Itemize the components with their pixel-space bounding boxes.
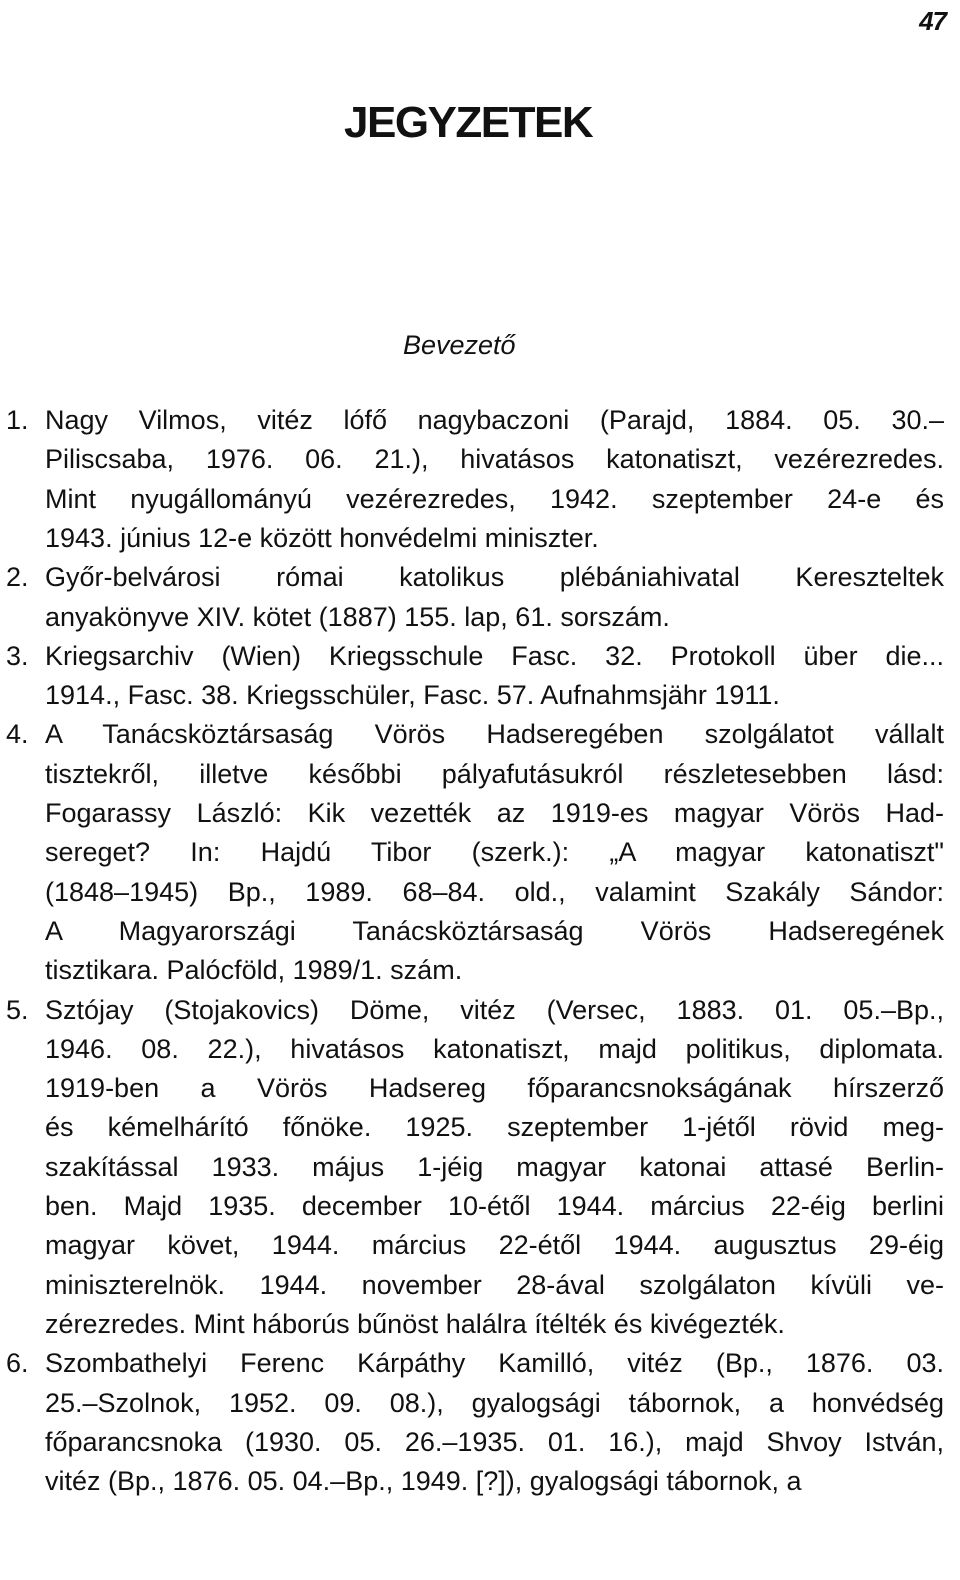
note-line: zérezredes. Mint háborús bűnöst halálra ítélték és kivégezték. — [45, 1308, 785, 1339]
note-line: Szombathelyi Ferenc Kárpáthy Kamilló, vitéz (Bp., 1876. 03. — [45, 1348, 944, 1379]
note-line: A Magyarországi Tanácsköztársaság Vörös Hadseregének — [45, 915, 944, 946]
note-number: 3. — [6, 640, 29, 671]
note-number: 2. — [6, 562, 29, 593]
note-line: Győr-belvárosi római katolikus plébániahivatal Kereszteltek — [45, 562, 944, 593]
note-line: Mint nyugállományú vezérezredes, 1942. szeptember 24-e és — [45, 483, 944, 514]
note-number: 5. — [6, 994, 29, 1025]
note-line: Piliscsaba, 1976. 06. 21.), hivatásos katonatiszt, vezérezredes. — [45, 444, 944, 475]
note-line: vitéz (Bp., 1876. 05. 04.–Bp., 1949. [?]), gyalogsági tábornok, a — [45, 1466, 802, 1497]
note-line: tisztikara. Palócföld, 1989/1. szám. — [45, 955, 463, 986]
page-title: JEGYZETEK — [344, 98, 593, 147]
note-number: 4. — [6, 719, 29, 750]
note-line: Nagy Vilmos, vitéz lófő nagybaczoni (Parajd, 1884. 05. 30.– — [45, 405, 944, 435]
note-line: tisztekről, illetve későbbi pályafutásukról részletesebben lásd: — [45, 758, 944, 789]
note-line: 25.–Szolnok, 1952. 09. 08.), gyalogsági tábornok, a honvédség — [45, 1387, 944, 1418]
note-line: ben. Majd 1935. december 10-étől 1944. március 22-éig berlini — [45, 1191, 944, 1221]
note-line: sereget? In: Hajdú Tibor (szerk.): „A magyar katonatiszt" — [45, 837, 944, 868]
note-line: anyakönyve XIV. kötet (1887) 155. lap, 61. sorszám. — [45, 601, 670, 632]
note-line: főparancsnoka (1930. 05. 26.–1935. 01. 16.), majd Shvoy István, — [45, 1426, 944, 1457]
note-line: 1943. június 12-e között honvédelmi miniszter. — [45, 522, 599, 553]
note-line: 1919-ben a Vörös Hadsereg főparancsnokságának hírszerző — [45, 1073, 944, 1104]
section-heading: Bevezető — [403, 330, 516, 360]
note-line: 1946. 08. 22.), hivatásos katonatiszt, majd politikus, diplomata. — [45, 1033, 944, 1064]
note-line: Fogarassy László: Kik vezették az 1919-es magyar Vörös Had- — [45, 798, 944, 828]
note-line: Kriegsarchiv (Wien) Kriegsschule Fasc. 32. Protokoll über die... — [45, 640, 944, 671]
note-line: és kémelhárító főnöke. 1925. szeptember 1-jétől rövid meg- — [45, 1112, 944, 1143]
note-number: 1. — [6, 405, 29, 435]
note-line: szakítással 1933. május 1-jéig magyar katonai attasé Berlin- — [45, 1151, 944, 1182]
note-line: (1848–1945) Bp., 1989. 68–84. old., valamint Szakály Sándor: — [45, 876, 944, 907]
note-line: Sztójay (Stojakovics) Döme, vitéz (Versec, 1883. 01. 05.–Bp., — [45, 994, 944, 1025]
note-line: 1914., Fasc. 38. Kriegsschüler, Fasc. 57. Aufnahmsjähr 1911. — [45, 680, 780, 711]
note-line: magyar követ, 1944. március 22-étől 1944. augusztus 29-éig — [45, 1230, 944, 1261]
note-number: 6. — [6, 1348, 29, 1379]
note-line: A Tanácsköztársaság Vörös Hadseregében szolgálatot vállalt — [45, 719, 944, 750]
page-number: 47 — [919, 6, 946, 36]
note-line: miniszterelnök. 1944. november 28-ával szolgálaton kívüli ve- — [45, 1269, 944, 1300]
